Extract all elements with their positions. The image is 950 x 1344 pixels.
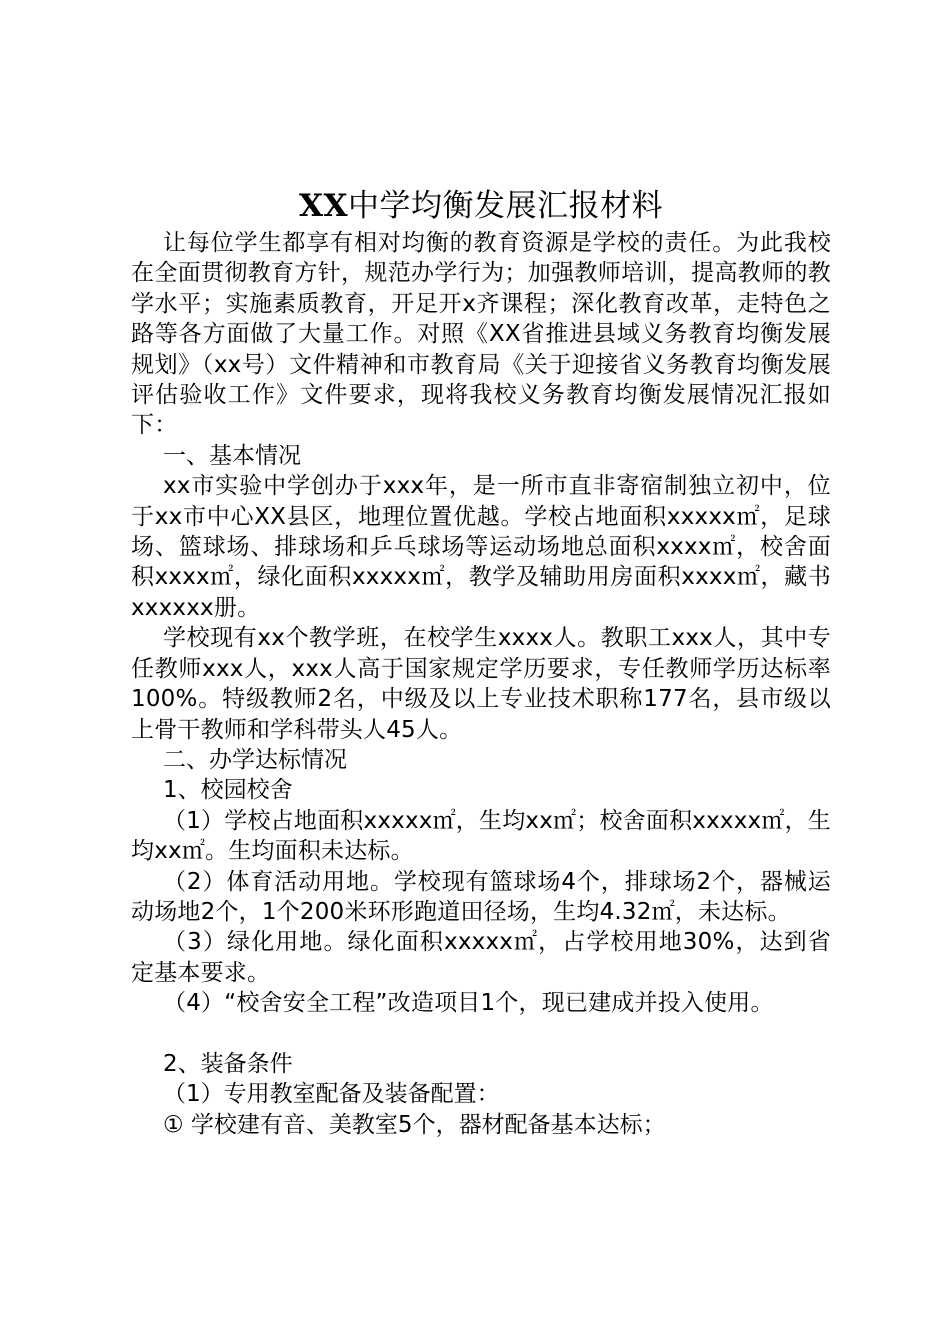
campus-item-1: （1）学校占地面积xxxxx㎡，生均xx㎡；校舍面积xxxxx㎡，生均xx㎡。生均面积未达标。	[131, 807, 831, 865]
subsection-heading-equipment: 2、装备条件	[163, 1050, 293, 1077]
intro-paragraph: 让每位学生都享有相对均衡的教育资源是学校的责任。为此我校在全面贯彻教育方针，规范办学行为；加强教师培训，提高教师的教学水平；实施素质教育，开足开x齐课程；深化教育改革，走特色之路等各方面做了大量工作。对照《XX省推进县域义务教育均衡发展规划》（xx号）文件精神和市教育局《关于迎接省义务教育均衡发展评估验收工作》文件要求，现将我校义务教育均衡发展情况汇报如下：	[131, 230, 831, 439]
campus-item-2: （2）体育活动用地。学校现有篮球场4个，排球场2个，器械运动场地2个，1个200米环形跑道田径场，生均4.32㎡，未达标。	[131, 868, 831, 925]
title-chinese: 中学均衡发展汇报材料	[348, 188, 664, 224]
subsection-heading-campus: 1、校园校舍	[163, 777, 293, 804]
staff-info-paragraph: 学校现有xx个教学班，在校学生xxxx人。教职工xxx人，其中专任教师xxx人，xxx人高于国家规定学历要求，专任教师学历达标率100%。特级教师2名，中级及以上专业技术职称177名，县市级以上骨干教师和学科带头人45人。	[131, 625, 831, 743]
equipment-item-1a: ① 学校建有音、美教室5个，器材配备基本达标；	[163, 1111, 666, 1138]
equipment-item-1: （1）专用教室配备及装备配置：	[163, 1081, 500, 1108]
document-page	[131, 186, 831, 1140]
blank-line	[131, 1019, 831, 1049]
campus-item-4: （4）“校舍安全工程”改造项目1个，现已建成并投入使用。	[163, 990, 774, 1017]
section-heading-basic: 一、基本情况	[163, 442, 301, 469]
basic-info-paragraph: xx市实验中学创办于xxx年，是一所市直非寄宿制独立初中，位于xx市中心XX县区，地理位置优越。学校占地面积xxxxx㎡，足球场、篮球场、排球场和乒乓球场等运动场地总面积xxxx㎡，校舍面积xxxx㎡，绿化面积xxxxx㎡，教学及辅助用房面积xxxx㎡，藏书xxxxxx册。	[131, 473, 831, 621]
campus-item-3: （3）绿化用地。绿化面积xxxxx㎡，占学校用地30%，达到省定基本要求。	[131, 929, 831, 986]
document-title	[131, 186, 831, 226]
section-heading-standards: 二、办学达标情况	[163, 746, 347, 773]
title-latin: XX	[298, 188, 349, 224]
